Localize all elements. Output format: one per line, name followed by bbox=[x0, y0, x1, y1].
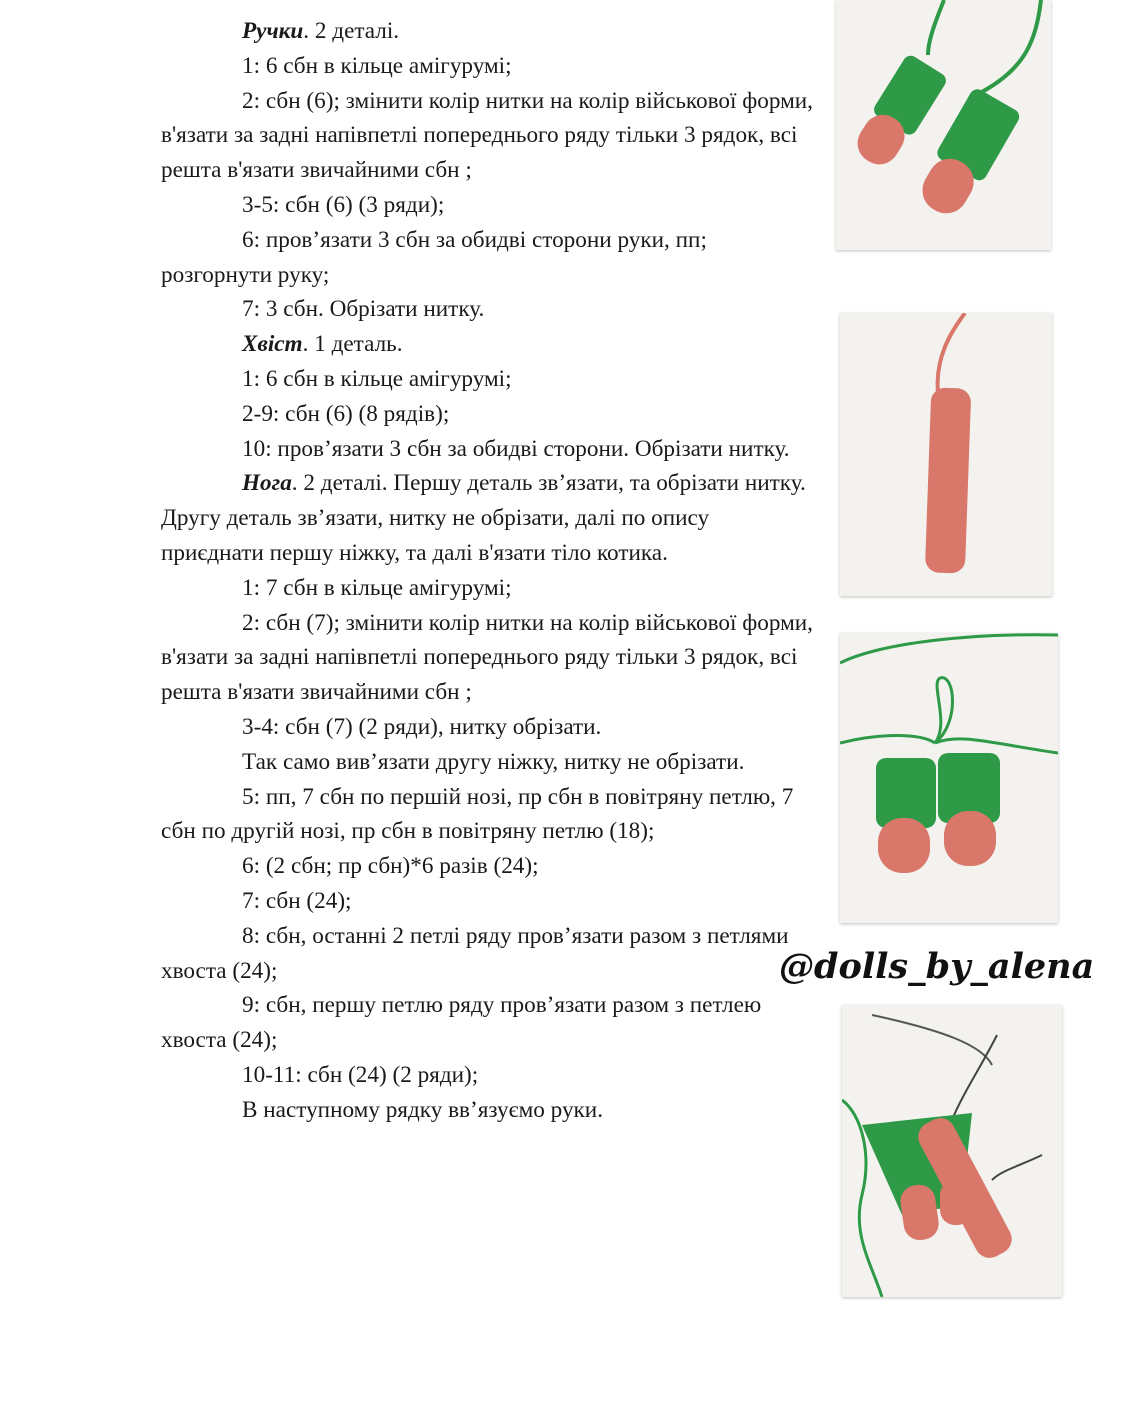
tail-illustration bbox=[840, 313, 1052, 596]
legs-tail-photo bbox=[842, 1005, 1062, 1297]
tail-intro: . 1 деталь. bbox=[302, 331, 403, 358]
arms-row-4: 6: пров’язати 3 сбн за обидві сторони руки, пп; розгорнути руку; bbox=[161, 226, 707, 288]
tail-row-2: 2-9: сбн (6) (8 рядів); bbox=[242, 400, 450, 427]
leg-row-9: 9: сбн, першу петлю ряду пров’язати разом з петлею хвоста (24); bbox=[161, 992, 762, 1054]
tail-row-1: 1: 6 сбн в кільце амігурумі; bbox=[242, 365, 512, 392]
leg-row-1: 1: 7 сбн в кільце амігурумі; bbox=[242, 574, 512, 601]
tail-title: Хвіст bbox=[242, 331, 303, 358]
arms-row-1: 1: 6 сбн в кільце амігурумі; bbox=[242, 52, 512, 79]
leg-row-11: В наступному рядку вв’язуємо руки. bbox=[242, 1096, 604, 1123]
leg-intro: . 2 деталі. Першу деталь зв’язати, та обрізати нитку. Другу деталь зв’язати, нитку не обрізати, далі по опису приєднати першу ніжку, та далі в'язати тіло котика. bbox=[161, 470, 806, 566]
watermark-handle: @dolls_by_alena bbox=[779, 946, 1095, 987]
leg-row-6: 6: (2 сбн; пр сбн)*6 разів (24); bbox=[242, 853, 539, 880]
legs-photo bbox=[840, 633, 1058, 923]
leg-title: Нога bbox=[242, 470, 292, 497]
leg-row-10: 10-11: сбн (24) (2 ряди); bbox=[242, 1061, 479, 1088]
arms-row-2: 2: сбн (6); змінити колір нитки на колір військової форми, в'язати за задні напівпетлі попереднього ряду тільки 3 рядок, всі решта в'язати звичайними сбн ; bbox=[161, 87, 813, 184]
legs-tail-illustration bbox=[842, 1005, 1062, 1297]
arms-photo bbox=[836, 0, 1051, 250]
leg-row-2: 2: сбн (7); змінити колір нитки на колір військової форми, в'язати за задні напівпетлі попереднього ряду тільки 3 рядок, всі решта в'язати звичайними сбн ; bbox=[161, 609, 813, 706]
leg-row-3: 3-4: сбн (7) (2 ряди), нитку обрізати. bbox=[242, 713, 602, 740]
arms-row-3: 3-5: сбн (6) (3 ряди); bbox=[242, 191, 445, 218]
leg-heading bbox=[161, 466, 816, 570]
arms-row-5: 7: 3 сбн. Обрізати нитку. bbox=[242, 296, 485, 323]
leg-row-7: 7: сбн (24); bbox=[242, 887, 352, 914]
leg-row-5: 5: пп, 7 сбн по першій нозі, пр сбн в повітряну петлю, 7 сбн по другій нозі, пр сбн в повітряну петлю (18); bbox=[161, 783, 794, 845]
leg-row-8: 8: сбн, останні 2 петлі ряду пров’язати разом з петлями хвоста (24); bbox=[161, 922, 789, 984]
tail-heading bbox=[161, 327, 816, 362]
arms-title: Ручки bbox=[242, 18, 304, 44]
arms-intro: . 2 деталі. bbox=[303, 18, 400, 44]
tail-row-3: 10: пров’язати 3 сбн за обидві сторони. Обрізати нитку. bbox=[242, 435, 790, 462]
arms-heading bbox=[161, 14, 816, 49]
instructions-text bbox=[161, 14, 816, 1128]
tail-photo bbox=[840, 313, 1052, 596]
legs-illustration bbox=[840, 633, 1058, 923]
leg-row-4: Так само вив’язати другу ніжку, нитку не обрізати. bbox=[242, 748, 745, 775]
arms-illustration bbox=[836, 0, 1051, 250]
